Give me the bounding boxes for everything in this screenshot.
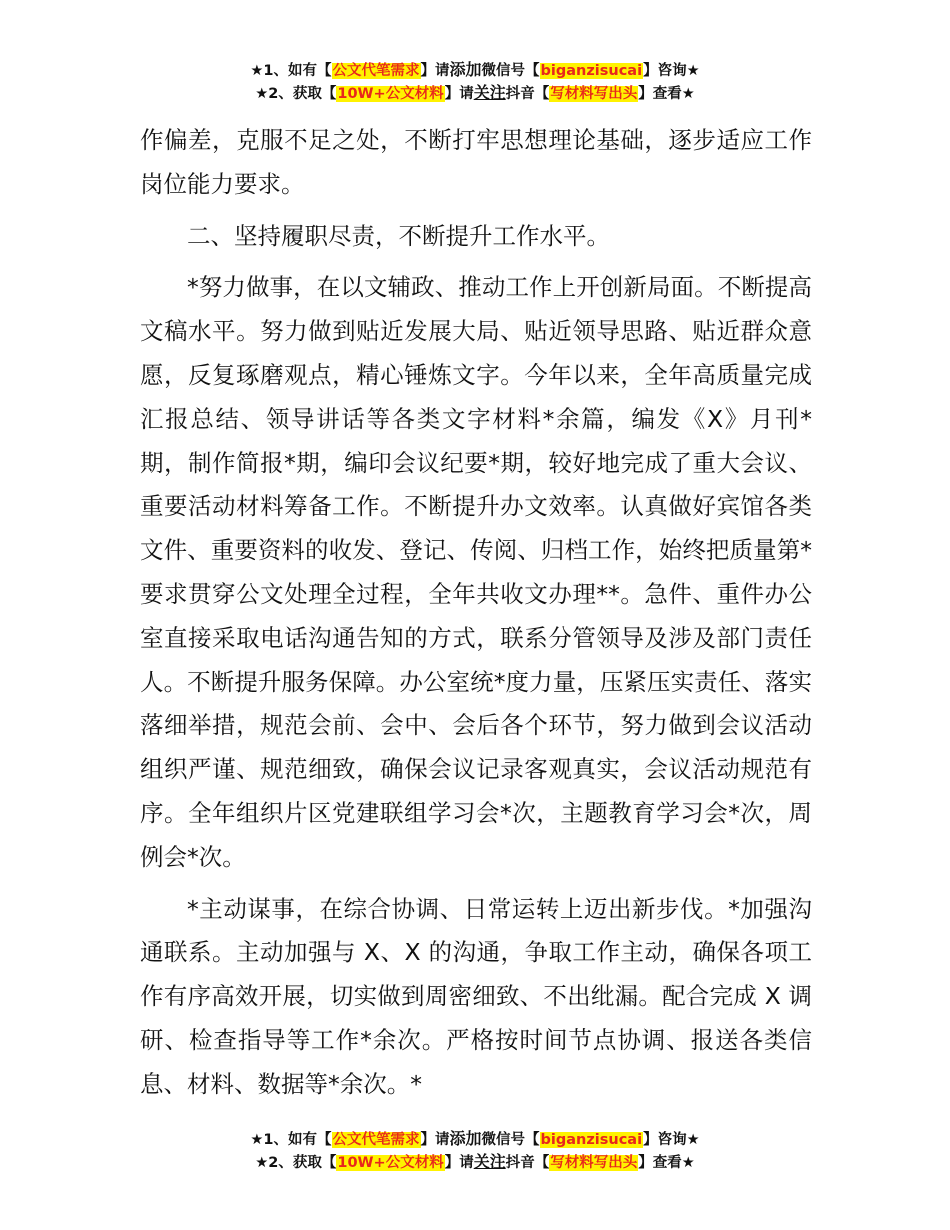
- header-highlight-douyin: 写材料写出头: [550, 86, 638, 102]
- footer-highlight-wechat-id: biganzisucai: [540, 1132, 643, 1148]
- header-line-2-text: 抖音【: [505, 86, 550, 102]
- footer-emphasis-add: 添加: [449, 1129, 482, 1148]
- header-highlight-wechat-id: biganzisucai: [540, 63, 643, 79]
- header-highlight-ghostwriting: 公文代笔需求: [332, 63, 420, 79]
- footer-highlight-materials: 10W+公文材料: [337, 1155, 444, 1171]
- header-emphasis-add: 添加: [449, 60, 482, 79]
- header-line-1-text: 】咨询★: [643, 63, 700, 79]
- document-body: [140, 119, 812, 1107]
- header-line-2-text: 】查看★: [638, 86, 695, 102]
- footer-line-1-text: 微信号【: [481, 1132, 540, 1148]
- footer-line-2: [0, 1151, 950, 1174]
- footer-highlight-douyin: 写材料写出头: [550, 1155, 638, 1171]
- footer-highlight-ghostwriting: 公文代笔需求: [332, 1132, 420, 1148]
- footer-line-1: [0, 1128, 950, 1151]
- footer-line-2-text: 抖音【: [505, 1155, 550, 1171]
- footer-emphasis-follow: 关注: [473, 1152, 506, 1171]
- footer-line-2-text: 】查看★: [638, 1155, 695, 1171]
- paragraph-coordination: *主动谋事，在综合协调、日常运转上迈出新步伐。*加强沟通联系。主动加强与 X、X 的沟通，争取工作主动，确保各项工作有序高效开展，切实做到周密细致、不出纰漏。配合完成 X 调研、检查指导等工作*余次。严格按时间节点协调、报送各类信息、材料、数据等*余次。*: [140, 894, 812, 1098]
- header-line-1-text: ★1、如有【: [250, 63, 332, 79]
- paragraph-work-diligently: *努力做事，在以文辅政、推动工作上开创新局面。不断提高文稿水平。努力做到贴近发展大局、贴近领导思路、贴近群众意愿，反复琢磨观点，精心锤炼文字。今年以来，全年高质量完成汇报总结、领导讲话等各类文字材料*余篇，编发《X》月刊*期，制作简报*期，编印会议纪要*期，较好地完成了重大会议、重要活动材料筹备工作。不断提升办文效率。认真做好宾馆各类文件、重要资料的收发、登记、传阅、归档工作，始终把质量第*要求贯穿公文处理全过程，全年共收文办理**。急件、重件办公室直接采取电话沟通告知的方式，联系分管领导及涉及部门责任人。不断提升服务保障。办公室统*度力量，压紧压实责任、落实落细举措，规范会前、会中、会后各个环节，努力做到会议活动组织严谨、规范细致，确保会议记录客观真实，会议活动规范有序。全年组织片区党建联组学习会*次，主题教育学习会*次，周例会*次。: [140, 273, 812, 871]
- header-line-2-text: 】请: [444, 86, 474, 102]
- footer-line-1-text: 】请: [420, 1132, 450, 1148]
- header-line-1-text: 】请: [420, 63, 450, 79]
- paragraph-continuation: 作偏差，克服不足之处，不断打牢思想理论基础，逐步适应工作岗位能力要求。: [140, 126, 812, 198]
- footer-banner: [0, 1128, 950, 1174]
- section-heading-2: 二、坚持履职尽责，不断提升工作水平。: [187, 221, 610, 250]
- footer-line-1-text: 】咨询★: [643, 1132, 700, 1148]
- header-highlight-materials: 10W+公文材料: [337, 86, 444, 102]
- header-banner: [0, 59, 950, 105]
- header-emphasis-follow: 关注: [473, 83, 506, 102]
- footer-line-1-text: ★1、如有【: [250, 1132, 332, 1148]
- header-line-1: [0, 59, 950, 82]
- header-line-2-text: ★2、获取【: [255, 86, 337, 102]
- footer-line-2-text: ★2、获取【: [255, 1155, 337, 1171]
- footer-line-2-text: 】请: [444, 1155, 474, 1171]
- header-line-2: [0, 82, 950, 105]
- header-line-1-text: 微信号【: [481, 63, 540, 79]
